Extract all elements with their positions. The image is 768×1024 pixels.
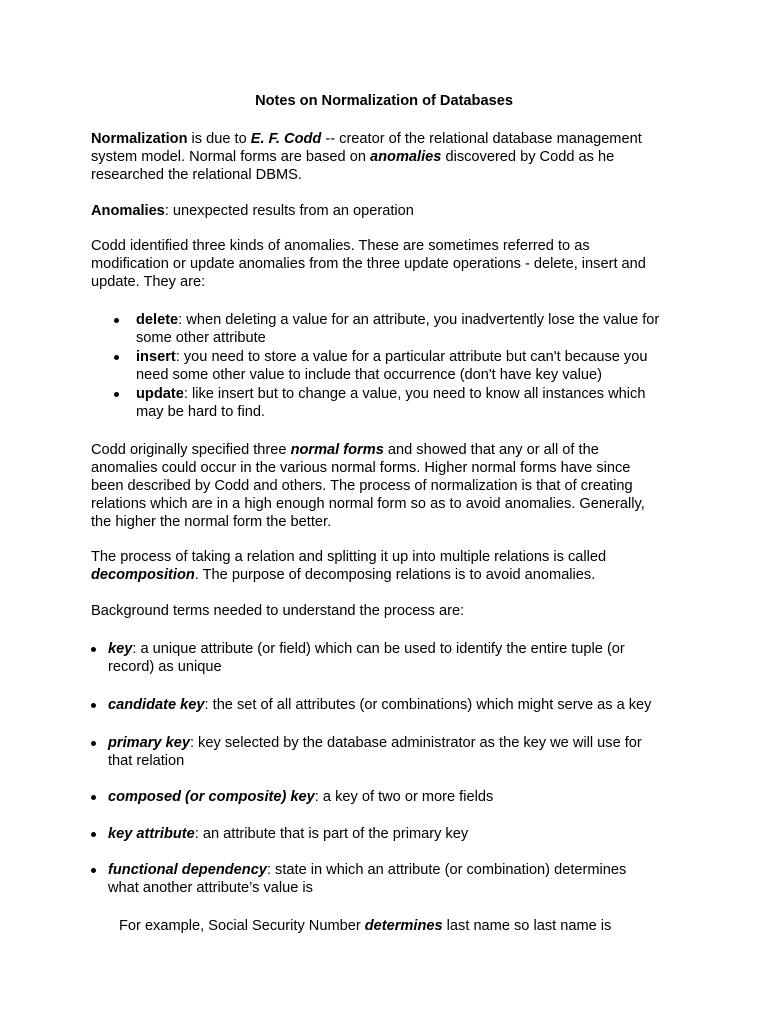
bullet-text (108, 640, 625, 676)
bullet-icon (91, 868, 96, 873)
intro-line-1 (91, 130, 691, 148)
bullet-icon (91, 647, 96, 652)
bullet-desc: : when deleting a value for an attribute, you inadvertently lose the value for (178, 312, 660, 328)
anomalies-line (91, 202, 691, 220)
intro-text-2: -- creator of the relational database management (321, 131, 642, 147)
term-determines: determines (364, 918, 443, 934)
anomalies-text: : unexpected results from an operation (164, 203, 414, 219)
term-decomposition: decomposition (91, 567, 195, 583)
codd-kinds-line-2: modification or update anomalies from the three update operations - delete, insert and (91, 256, 646, 272)
decomp-line-2 (91, 566, 691, 584)
example-text-1: For example, Social Security Number (119, 918, 365, 934)
bullet-desc: : an attribute that is part of the primary key (194, 826, 469, 842)
bullet-text (108, 734, 642, 770)
term-anomalies-emph: anomalies (370, 149, 442, 165)
decomp-text: . The purpose of decomposing relations is to avoid anomalies. (194, 567, 596, 583)
bullet-icon (91, 832, 96, 837)
bullet-line-2: may be hard to find. (136, 404, 265, 420)
bullet-term: primary key (108, 735, 190, 751)
bullet-term: update (136, 386, 184, 402)
bullet-desc: : you need to store a value for a particular attribute but can't because you (175, 349, 648, 365)
term-anomalies: Anomalies (91, 203, 165, 219)
intro-line-2 (91, 148, 691, 166)
bullet-line-2: record) as unique (108, 659, 222, 675)
anomalies-definition (91, 202, 691, 220)
bullet-line-1 (136, 348, 647, 366)
bullet-icon (91, 795, 96, 800)
bullet-desc: : a unique attribute (or field) which can be used to identify the entire tuple (or (132, 641, 625, 657)
bullet-desc: : state in which an attribute (or combination) determines (266, 862, 627, 878)
codd-kinds-line-3: update. They are: (91, 274, 206, 290)
term-normalization: Normalization (91, 131, 188, 147)
bullet-line-2: some other attribute (136, 330, 266, 346)
bullet-desc: : a key of two or more fields (314, 789, 494, 805)
nf-text-2: and showed that any or all of the (383, 442, 599, 458)
bullet-line-1 (136, 385, 645, 403)
bullet-term: key attribute (108, 826, 195, 842)
bullet-line-1 (108, 861, 626, 879)
example-text-2: last name so last name is (442, 918, 612, 934)
bullet-term: composed (or composite) key (108, 789, 315, 805)
bullet-desc: : key selected by the database administrator as the key we will use for (189, 735, 642, 751)
bullet-icon (91, 741, 96, 746)
bullet-text (136, 348, 647, 384)
bullet-line-1 (108, 734, 642, 752)
bullet-line-1 (136, 311, 659, 329)
normal-forms-paragraph (91, 441, 691, 531)
intro-text-3: system model. Normal forms are based on (91, 149, 371, 165)
intro-text-4: discovered by Codd as he (441, 149, 615, 165)
bullet-desc: : the set of all attributes (or combinations) which might serve as a key (204, 697, 652, 713)
background-line: Background terms needed to understand the process are: (91, 603, 465, 619)
bullet-line-2: that relation (108, 753, 185, 769)
bullet-text (108, 696, 651, 714)
bullet-term: delete (136, 312, 179, 328)
bullet-desc: : like insert but to change a value, you need to know all instances which (183, 386, 646, 402)
codd-kinds-line-1: Codd identified three kinds of anomalies. These are sometimes referred to as (91, 238, 590, 254)
bullet-icon (114, 318, 119, 323)
codd-kinds-paragraph (91, 237, 691, 291)
nf-line-1 (91, 441, 691, 459)
page-title: Notes on Normalization of Databases (255, 93, 513, 109)
bullet-line-1 (108, 788, 493, 806)
decomposition-paragraph (91, 548, 691, 584)
intro-paragraph (91, 130, 691, 184)
bullet-icon (114, 355, 119, 360)
intro-line-3: researched the relational DBMS. (91, 167, 302, 183)
example-paragraph (119, 917, 719, 935)
nf-line-5: the higher the normal form the better. (91, 514, 332, 530)
nf-text-1: Codd originally specified three (91, 442, 291, 458)
background-paragraph (91, 602, 691, 620)
bullet-line-1 (108, 825, 468, 843)
bullet-line-1 (108, 696, 651, 714)
intro-text-1: is due to (187, 131, 251, 147)
bullet-text (108, 788, 493, 806)
bullet-term: functional dependency (108, 862, 267, 878)
bullet-text (136, 385, 645, 421)
example-line (119, 917, 719, 935)
bullet-text (108, 861, 626, 897)
codd-name: E. F. Codd (250, 131, 322, 147)
nf-line-2: anomalies could occur in the various normal forms. Higher normal forms have since (91, 460, 631, 476)
nf-line-3: been described by Codd and others. The process of normalization is that of creating (91, 478, 633, 494)
decomp-line-1: The process of taking a relation and splitting it up into multiple relations is called (91, 549, 607, 565)
nf-line-4: relations which are in a high enough normal form so as to avoid anomalies. Generally, (91, 496, 645, 512)
bullet-text (108, 825, 468, 843)
bullet-term: key (108, 641, 133, 657)
bullet-line-2: what another attribute’s value is (108, 880, 313, 896)
bullet-text (136, 311, 659, 347)
bullet-line-2: need some other value to include that occurrence (don't have key value) (136, 367, 603, 383)
bullet-icon (114, 392, 119, 397)
bullet-line-1 (108, 640, 625, 658)
bullet-term: insert (136, 349, 176, 365)
bullet-icon (91, 703, 96, 708)
term-normal-forms: normal forms (290, 442, 384, 458)
bullet-term: candidate key (108, 697, 205, 713)
